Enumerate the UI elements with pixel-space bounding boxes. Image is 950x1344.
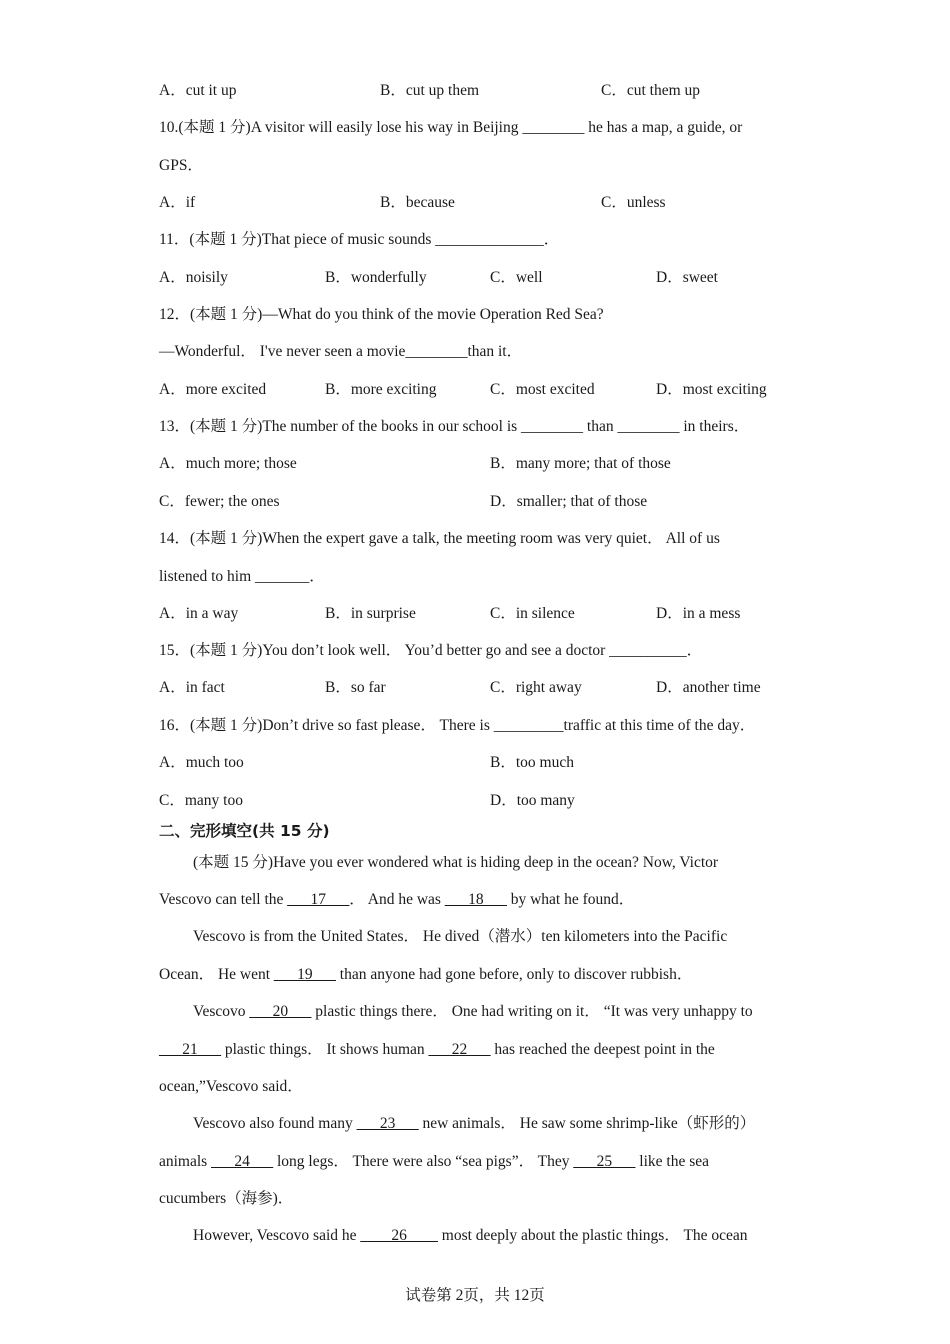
blank-17: ___17___ (287, 891, 350, 908)
q12-stem-line1: 12．(本题 1 分)—What do you think of the movie Operation Red Sea? (159, 306, 604, 323)
q13-option-d: D．smaller; that of those (490, 493, 648, 510)
passage-text: by what he found． (506, 891, 635, 908)
q16-stem: 16．(本题 1 分)Don’t drive so fast please． There is _________traffic at this time of the day． (159, 717, 756, 734)
passage-text: than anyone had gone before, only to discover rubbish． (335, 966, 693, 983)
section-title: 二、完形填空(共 15 分) (159, 822, 330, 840)
q10-stem-line1: 10.(本题 1 分)A visitor will easily lose his way in Beijing ________ he has a map, a guide, or (159, 119, 743, 136)
blank-18: ___18___ (444, 891, 507, 908)
passage-line: cucumbers（海参)． (159, 1190, 294, 1207)
q9-option-b: B．cut up them (380, 82, 480, 99)
q14-stem-line1: 14．(本题 1 分)When the expert gave a talk, the meeting room was very quiet． All of us (159, 530, 720, 547)
q11-option-b: B．wonderfully (325, 269, 427, 286)
passage-text: long legs． There were also “sea pigs”． They (273, 1153, 574, 1170)
passage-line (193, 1002, 753, 1022)
q11-option-a: A．noisily (159, 269, 228, 286)
q9-option-a: A．cut it up (159, 82, 237, 99)
q14-option-b: B．in surprise (325, 605, 416, 622)
q10-option-a: A．if (159, 194, 196, 211)
q10-option-c: C．unless (601, 194, 666, 211)
passage-line: Vescovo is from the United States． He dived（潜水）ten kilometers into the Pacific (193, 928, 728, 945)
passage-line (159, 1152, 709, 1172)
passage-text: Vescovo can tell the (159, 891, 288, 908)
blank-20: ___20___ (249, 1003, 312, 1020)
passage-text: like the sea (635, 1153, 710, 1170)
passage-text: most deeply about the plastic things． The ocean (437, 1227, 748, 1244)
q12-stem-line2: —Wonderful． I've never seen a movie________than it． (159, 343, 523, 360)
q16-option-c: C．many too (159, 792, 243, 809)
q14-option-c: C．in silence (490, 605, 575, 622)
q16-option-a: A．much too (159, 754, 244, 771)
q11-option-c: C．well (490, 269, 543, 286)
q15-option-d: D．another time (656, 679, 761, 696)
page-footer: 试卷第 2页，共 12页 (405, 1287, 545, 1304)
q16-option-b: B．too much (490, 754, 574, 771)
blank-22: ___22___ (428, 1041, 491, 1058)
q10-option-b: B．because (380, 194, 455, 211)
q15-option-a: A．in fact (159, 679, 225, 696)
q13-option-c: C．fewer; the ones (159, 493, 280, 510)
passage-line (159, 965, 692, 985)
q15-option-c: C．right away (490, 679, 582, 696)
q9-option-c: C．cut them up (601, 82, 701, 99)
q12-option-b: B．more exciting (325, 381, 437, 398)
passage-text: Ocean． He went (159, 966, 274, 983)
blank-25: ___25___ (573, 1153, 636, 1170)
q12-option-d: D．most exciting (656, 381, 767, 398)
blank-24: ___24___ (211, 1153, 274, 1170)
blank-26: ____26____ (360, 1227, 438, 1244)
q15-option-b: B．so far (325, 679, 386, 696)
passage-line (193, 1114, 755, 1134)
q13-option-a: A．much more; those (159, 455, 297, 472)
q11-option-d: D．sweet (656, 269, 718, 286)
blank-19: ___19___ (273, 966, 336, 983)
passage-text: However, Vescovo said he (193, 1227, 361, 1244)
q13-stem: 13．(本题 1 分)The number of the books in our school is ________ than ________ in theirs． (159, 418, 750, 435)
passage-line (159, 890, 634, 910)
q14-option-d: D．in a mess (656, 605, 741, 622)
q14-option-a: A．in a way (159, 605, 239, 622)
q16-option-d: D．too many (490, 792, 575, 809)
q14-stem-line2: listened to him _______． (159, 568, 325, 585)
passage-text: ． And he was (349, 891, 445, 908)
q12-option-c: C．most excited (490, 381, 595, 398)
q10-stem-line2: GPS． (159, 157, 203, 174)
passage-text: animals (159, 1153, 212, 1170)
blank-23: ___23___ (356, 1115, 419, 1132)
passage-line (193, 1226, 748, 1246)
blank-21: ___21___ (159, 1041, 221, 1058)
passage-text: Vescovo also found many (193, 1115, 357, 1132)
q15-stem: 15．(本题 1 分)You don’t look well． You’d better go and see a doctor __________． (159, 642, 703, 659)
passage-line: ocean,”Vescovo said． (159, 1078, 303, 1095)
q13-option-b: B．many more; that of those (490, 455, 671, 472)
passage-text: plastic things there． One had writing on it． “It was very unhappy to (311, 1003, 753, 1020)
passage-line (159, 1040, 715, 1060)
passage-text: plastic things． It shows human (221, 1041, 429, 1058)
passage-text: new animals． He saw some shrimp-like（虾形的） (418, 1115, 756, 1132)
q12-option-a: A．more excited (159, 381, 267, 398)
passage-text: has reached the deepest point in the (490, 1041, 715, 1058)
q11-stem: 11．(本题 1 分)That piece of music sounds ______________． (159, 231, 560, 248)
passage-text: Vescovo (193, 1003, 250, 1020)
passage-line: (本题 15 分)Have you ever wondered what is hiding deep in the ocean? Now, Victor (193, 854, 719, 871)
